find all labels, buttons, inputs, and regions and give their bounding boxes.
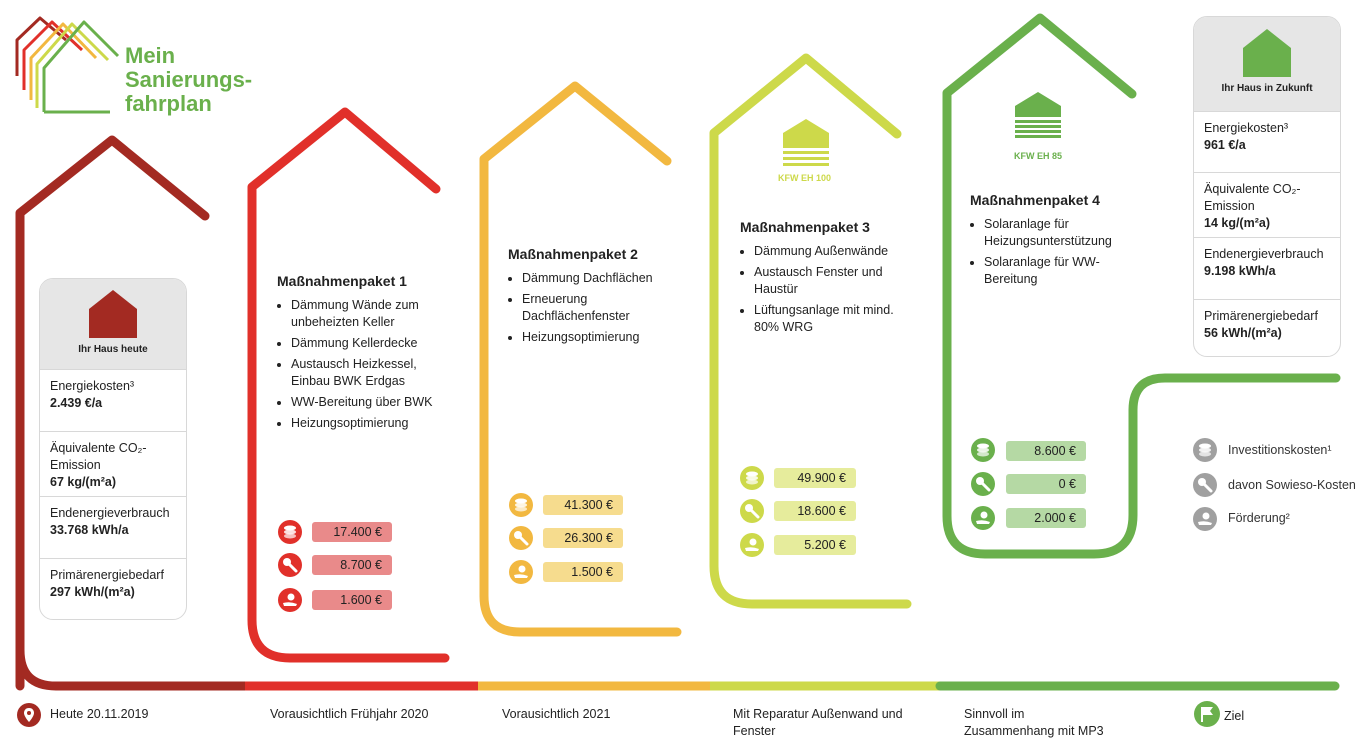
funding-amount: 5.200 €	[774, 535, 856, 555]
row-value: 297 kWh/(m²a)	[50, 585, 135, 599]
row-label: Endenergieverbrauch	[50, 506, 170, 520]
package-title: Maßnahmenpaket 4	[970, 192, 1100, 208]
kfw-label: KFW EH 85	[1014, 151, 1063, 161]
row-label: Endenergieverbrauch	[1204, 247, 1324, 261]
sowieso-cost: 18.600 €	[774, 501, 856, 521]
kfw-eh85-badge	[1014, 91, 1062, 161]
investment-cost: 8.600 €	[1006, 441, 1086, 461]
package-3	[740, 219, 900, 340]
legend-funding-label: Förderung²	[1228, 511, 1290, 525]
timeline-label-mp3: Mit Reparatur Außenwand und Fenster	[733, 707, 903, 738]
timeline-label-goal: Ziel	[1224, 709, 1245, 723]
future-card-title: Ihr Haus in Zukunft	[1221, 83, 1313, 94]
package-title: Maßnahmenpaket 1	[277, 273, 407, 289]
funding-amount: 1.500 €	[543, 562, 623, 582]
hand-coin-icon	[509, 560, 533, 584]
wrench-coin-icon	[278, 553, 302, 577]
package-item: • Austausch Fenster und Haustür	[754, 264, 900, 298]
logo-houses-icon	[17, 18, 118, 112]
coins-icon	[509, 493, 533, 517]
row-label: Primärenergiebedarf	[50, 568, 164, 582]
timeline-label-mp4: Sinnvoll im Zusammenhang mit MP3	[964, 707, 1104, 738]
logo-line: Mein	[125, 43, 176, 68]
investment-cost: 49.900 €	[774, 468, 856, 488]
legend-investment-label: Investitionskosten¹	[1228, 443, 1332, 457]
today-co2	[40, 431, 186, 496]
logo-line: Sanierungs-	[125, 67, 253, 92]
investment-cost: 41.300 €	[543, 495, 623, 515]
package-item: • WW-Bereitung über BWK	[291, 394, 447, 411]
row-label: Äquivalente CO₂-Emission	[1204, 182, 1301, 213]
kfw-house-icon	[1014, 91, 1062, 141]
package-title: Maßnahmenpaket 3	[740, 219, 870, 235]
today-energy-costs	[40, 369, 186, 431]
coins-icon	[740, 466, 764, 490]
wrench-coin-icon	[971, 472, 995, 496]
logo-text	[125, 44, 252, 116]
sowieso-cost: 26.300 €	[543, 528, 623, 548]
coins-icon	[278, 520, 302, 544]
kfw-house-icon	[782, 118, 830, 168]
wrench-icon	[1193, 473, 1217, 497]
coins-icon	[971, 438, 995, 462]
package-items	[740, 243, 900, 336]
today-primary-energy	[40, 558, 186, 619]
package-items	[508, 270, 678, 346]
future-card-header	[1194, 17, 1340, 111]
kfw-eh100-badge	[778, 118, 832, 183]
row-value: 14 kg/(m²a)	[1204, 216, 1270, 230]
row-value: 67 kg/(m²a)	[50, 475, 116, 489]
house-today-icon	[88, 289, 138, 339]
sowieso-cost: 0 €	[1006, 474, 1086, 494]
future-final-energy	[1194, 237, 1340, 299]
future-card	[1193, 16, 1341, 357]
wrench-coin-icon	[509, 526, 533, 550]
funding-amount: 1.600 €	[312, 590, 392, 610]
package-item: • Solaranlage für Heizungsunterstützung	[984, 216, 1130, 250]
house-outline-package-2	[484, 86, 677, 632]
legend-sowieso-label: davon Sowieso-Kosten	[1228, 478, 1356, 492]
location-pin-icon	[16, 702, 42, 728]
package-item: • Dämmung Wände zum unbeheizten Keller	[291, 297, 447, 331]
today-card-header	[40, 279, 186, 369]
hand-coin-icon	[971, 506, 995, 530]
package-item: • Solaranlage für WW-Bereitung	[984, 254, 1130, 288]
house-future-icon	[1242, 28, 1292, 78]
package-2	[508, 246, 678, 350]
today-final-energy	[40, 496, 186, 558]
package-items	[277, 297, 447, 432]
hand-coin-icon	[1193, 507, 1217, 531]
package-item: • Austausch Heizkessel, Einbau BWK Erdgas	[291, 356, 447, 390]
row-label: Energiekosten³	[1204, 121, 1289, 135]
row-value: 9.198 kWh/a	[1204, 264, 1276, 278]
row-value: 33.768 kWh/a	[50, 523, 129, 537]
sowieso-cost: 8.700 €	[312, 555, 392, 575]
future-energy-costs	[1194, 111, 1340, 172]
package-1	[277, 273, 447, 436]
row-label: Primärenergiebedarf	[1204, 309, 1318, 323]
kfw-label: KFW EH 100	[778, 173, 832, 183]
hand-coin-icon	[740, 533, 764, 557]
package-item: • Heizungsoptimierung	[522, 329, 678, 346]
logo-line: fahrplan	[125, 91, 212, 116]
timeline-label-2021: Vorausichtlich 2021	[502, 707, 611, 721]
package-item: • Heizungsoptimierung	[291, 415, 447, 432]
row-value: 961 €/a	[1204, 138, 1246, 152]
package-item: • Dämmung Außenwände	[754, 243, 900, 260]
future-primary-energy	[1194, 299, 1340, 356]
package-title: Maßnahmenpaket 2	[508, 246, 638, 262]
row-value: 2.439 €/a	[50, 396, 103, 410]
funding-amount: 2.000 €	[1006, 508, 1086, 528]
timeline-label-today: Heute 20.11.2019	[50, 707, 149, 721]
package-item: • Erneuerung Dachflächenfenster	[522, 291, 678, 325]
timeline-label-2020: Vorausichtlich Frühjahr 2020	[270, 707, 429, 721]
row-label: Äquivalente CO₂-Emission	[50, 441, 147, 472]
package-item: • Dämmung Dachflächen	[522, 270, 678, 287]
coins-icon	[1193, 438, 1217, 462]
investment-cost: 17.400 €	[312, 522, 392, 542]
package-items	[970, 216, 1130, 288]
package-item: • Lüftungsanlage mit mind. 80% WRG	[754, 302, 900, 336]
wrench-coin-icon	[740, 499, 764, 523]
package-item: • Dämmung Kellerdecke	[291, 335, 447, 352]
package-4	[970, 192, 1130, 292]
hand-coin-icon	[278, 588, 302, 612]
flag-icon	[1193, 700, 1221, 728]
future-co2	[1194, 172, 1340, 237]
row-label: Energiekosten³	[50, 379, 135, 393]
row-value: 56 kWh/(m²a)	[1204, 326, 1282, 340]
today-card	[39, 278, 187, 620]
today-card-title: Ihr Haus heute	[78, 344, 148, 355]
